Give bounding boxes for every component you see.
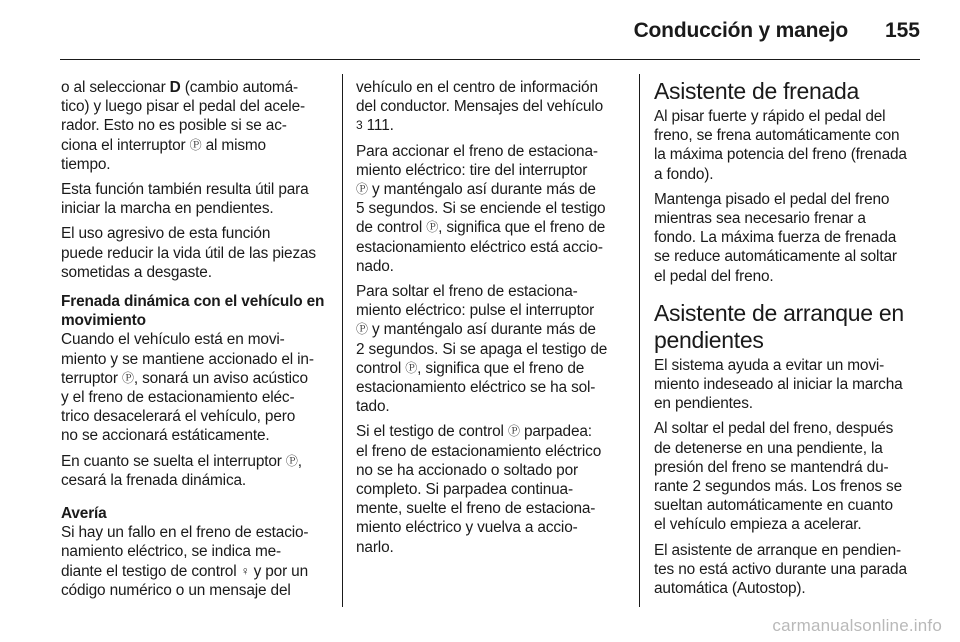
fault-warning-icon: ♀ — [240, 563, 250, 578]
paragraph: Para accionar el freno de estaciona- miento eléctrico: tire del interruptor Ⓟ y manténgalo así durante más de 5 segundos. Si se enciende el testigo de control Ⓟ, significa que el freno de estacionamiento eléctrico está accio- nado. — [356, 142, 606, 275]
paragraph: vehículo en el centro de información del conductor. Mensajes del vehículo 3 111. — [356, 79, 603, 135]
paragraph: Cuando el vehículo está en movi- miento y se mantiene accionado el in- terruptor Ⓟ, sonará un aviso acústico y el freno de estacionamiento eléc- trico desacelerará el vehículo, pero no se accionará estáticamente. — [61, 331, 314, 445]
column-divider-2 — [639, 74, 640, 607]
paragraph: Si el testigo de control Ⓟ parpadea: el freno de estacionamiento eléctrico no se ha accionado o soltado por completo. Si parpadea continua- mente, suelte el freno de estaciona- miento eléctrico y vuelva a accio- narlo. — [356, 423, 602, 556]
parking-brake-switch-icon: Ⓟ — [121, 370, 134, 385]
paragraph: Al soltar el pedal del freno, después de detenerse en una pendiente, la presión del freno se mantendrá du- rante 2 segundos más. Los frenos se sueltan automáticamente en cuanto el vehículo empieza a acelerar. — [654, 420, 902, 534]
page-header — [0, 0, 960, 60]
subheading-fault: Avería — [61, 505, 107, 523]
paragraph: Mantenga pisado el pedal del freno mientras sea necesario frenar a fondo. La máxima fuerza de frenada se reduce automáticamente al soltar el pedal del freno. — [654, 190, 897, 285]
paragraph: El sistema ayuda a evitar un movi- miento indeseado al iniciar la marcha en pendientes. — [654, 356, 903, 413]
paragraph: Al pisar fuerte y rápido el pedal del freno, se frena automáticamente con la máxima potencia del freno (frenada a fondo). — [654, 108, 907, 183]
column-divider-1 — [342, 74, 343, 607]
running-header-title: Conducción y manejo — [633, 19, 848, 42]
parking-brake-switch-icon: Ⓟ — [356, 182, 368, 197]
paragraph: Para soltar el freno de estaciona- miento eléctrico: pulse el interruptor Ⓟ y manténgalo así durante más de 2 segundos. Si se apaga el testigo de control Ⓟ, significa que el freno de estacionamiento eléctrico se ha sol- tado. — [356, 283, 608, 416]
parking-brake-warning-icon: Ⓟ — [426, 220, 439, 235]
paragraph: En cuanto se suelta el interruptor Ⓟ, cesará la frenada dinámica. — [61, 452, 302, 489]
column-1 — [61, 78, 329, 606]
page-number: 155 — [884, 19, 920, 42]
page-reference-icon: 3 — [356, 118, 363, 133]
paragraph: El asistente de arranque en pendien- tes no está activo durante una parada automática (Autostop). — [654, 541, 907, 598]
paragraph: El uso agresivo de esta función puede reducir la vida útil de las piezas sometidas a desgaste. — [61, 225, 316, 281]
column-3 — [654, 78, 924, 604]
paragraph: Esta función también resulta útil para iniciar la marcha en pendientes. — [61, 181, 309, 218]
watermark: carmanualsonline.info — [772, 616, 942, 635]
paragraph: o al seleccionar D (cambio automá- tico) y luego pisar el pedal del acele- rador. Esto no es posible si se ac- ciona el interruptor Ⓟ al mismo tiempo. — [61, 79, 305, 173]
heading-hill-start-assist: Asistente de arranque en pendientes — [654, 299, 904, 353]
paragraph: Si hay un fallo en el freno de estacio- namiento eléctrico, se indica me- diante el testigo de control ♀ y por un código numérico o un mensaje del — [61, 524, 309, 599]
parking-brake-warning-icon: Ⓟ — [405, 360, 418, 375]
subheading-dynamic-braking: Frenada dinámica con el vehículo en movimiento — [61, 293, 325, 330]
column-2 — [356, 78, 626, 563]
gear-d-label: D — [169, 79, 181, 96]
parking-brake-switch-icon: Ⓟ — [356, 322, 368, 337]
header-rule — [60, 59, 920, 60]
parking-brake-switch-icon: Ⓟ — [189, 137, 202, 152]
parking-brake-switch-icon: Ⓟ — [285, 453, 298, 468]
heading-brake-assist: Asistente de frenada — [654, 78, 859, 104]
parking-brake-warning-icon: Ⓟ — [507, 424, 520, 439]
